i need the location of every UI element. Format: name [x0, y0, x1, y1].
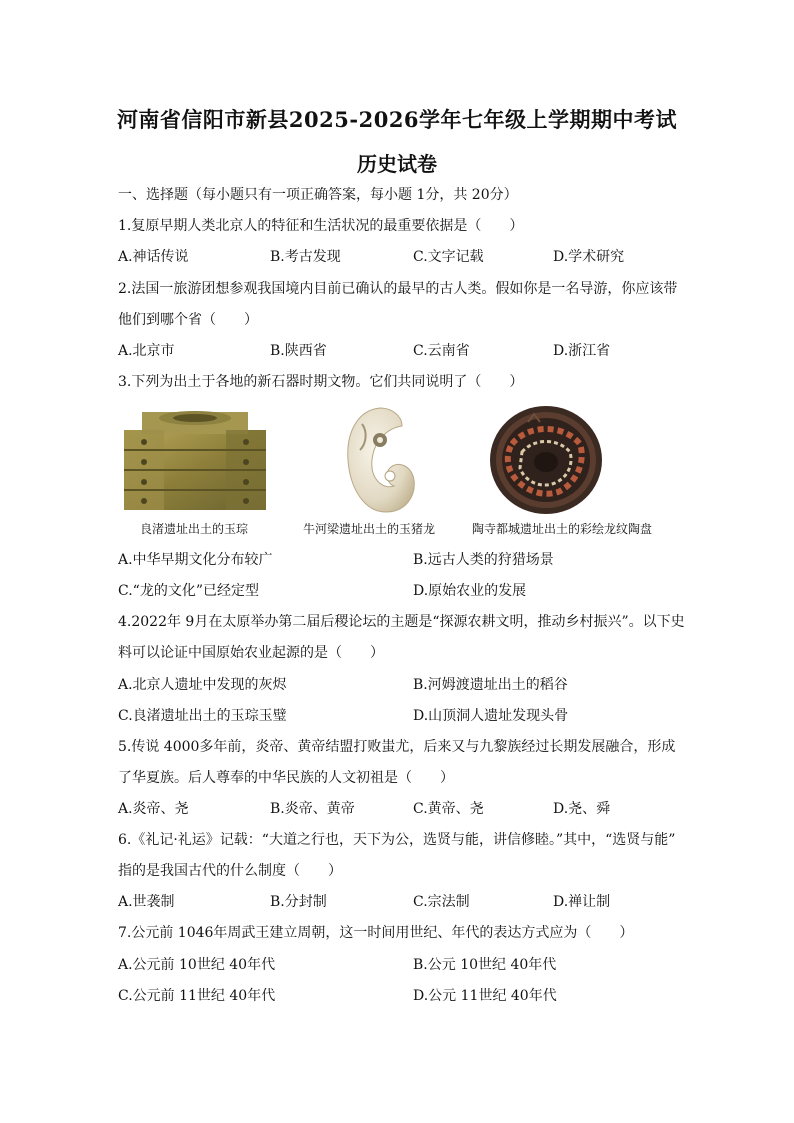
q1-option-d: D.学术研究	[553, 249, 625, 265]
section-heading: 一、选择题（每小题只有一项正确答案，每小题 1分，共 20分）	[118, 187, 518, 203]
q7-option-a: A.公元前 10世纪 40年代	[118, 957, 276, 973]
q5-option-c: C.黄帝、尧	[413, 801, 484, 817]
question-2-stem-line2: 他们到哪个省（ ）	[118, 312, 258, 328]
q2-option-a: A.北京市	[118, 343, 175, 359]
q6-option-a: A.世袭制	[118, 894, 175, 910]
question-4-stem-line2: 料可以论证中国原始农业起源的是（ ）	[118, 645, 384, 661]
q3-option-c: C.“龙的文化”已经定型	[118, 583, 259, 599]
q4-option-a: A.北京人遗址中发现的灰烬	[118, 677, 287, 693]
q7-option-b: B.公元 10世纪 40年代	[413, 957, 557, 973]
q6-option-d: D.禅让制	[553, 894, 611, 910]
q5-option-a: A.炎帝、尧	[118, 801, 189, 817]
exam-title: 河南省信阳市新县2025-2026学年七年级上学期期中考试	[116, 107, 678, 132]
q1-option-a: A.神话传说	[118, 249, 189, 265]
question-4-stem-line1: 4.2022年 9月在太原举办第二届后稷论坛的主题是“探源农耕文明，推动乡村振兴”。以下史	[118, 614, 685, 630]
q6-option-b: B.分封制	[270, 894, 327, 910]
question-6-stem-line1: 6.《礼记·礼运》记载：“大道之行也，天下为公，选贤与能，讲信修睦。”其中，“选贤与能”	[118, 832, 676, 848]
question-5-stem-line1: 5.传说 4000多年前，炎帝、黄帝结盟打败蚩尤，后来又与九黎族经过长期发展融合，形成	[118, 739, 676, 755]
question-6-stem-line2: 指的是我国古代的什么制度（ ）	[118, 863, 342, 879]
q4-option-b: B.河姆渡遗址出土的稻谷	[413, 677, 568, 693]
question-1-stem: 1.复原早期人类北京人的特征和生活状况的最重要依据是（ ）	[118, 218, 524, 234]
q6-option-c: C.宗法制	[413, 894, 470, 910]
q4-option-c: C.良渚遗址出土的玉琮玉璧	[118, 708, 287, 724]
q1-option-b: B.考古发现	[270, 249, 341, 265]
q2-option-c: C.云南省	[413, 343, 470, 359]
q1-option-c: C.文字记载	[413, 249, 484, 265]
caption-jade-pig-dragon: 牛河梁遗址出土的玉猪龙	[303, 522, 436, 536]
painted-dragon-plate-image	[488, 404, 604, 516]
q2-option-b: B.陕西省	[270, 343, 327, 359]
caption-painted-plate: 陶寺都城遗址出土的彩绘龙纹陶盘	[472, 522, 653, 536]
caption-jade-cong: 良渚遗址出土的玉琮	[140, 522, 249, 536]
q4-option-d: D.山顶洞人遗址发现头骨	[413, 708, 569, 724]
jade-cong-image	[120, 404, 270, 516]
question-5-stem-line2: 了华夏族。后人尊奉的中华民族的人文初祖是（ ）	[118, 770, 454, 786]
q5-option-d: D.尧、舜	[553, 801, 611, 817]
question-3-stem: 3.下列为出土于各地的新石器时期文物。它们共同说明了（ ）	[118, 374, 524, 390]
q2-option-d: D.浙江省	[553, 343, 611, 359]
q5-option-b: B.炎帝、黄帝	[270, 801, 355, 817]
exam-subtitle: 历史试卷	[357, 152, 437, 176]
jade-pig-dragon-image	[340, 404, 420, 516]
q7-option-d: D.公元 11世纪 40年代	[413, 988, 557, 1004]
q3-option-d: D.原始农业的发展	[413, 583, 527, 599]
question-2-stem-line1: 2.法国一旅游团想参观我国境内目前已确认的最早的古人类。假如你是一名导游，你应该带	[118, 281, 678, 297]
q3-option-b: B.远古人类的狩猎场景	[413, 552, 554, 568]
question-7-stem: 7.公元前 1046年周武王建立周朝，这一时间用世纪、年代的表达方式应为（ ）	[118, 925, 634, 941]
q7-option-c: C.公元前 11世纪 40年代	[118, 988, 276, 1004]
q3-option-a: A.中华早期文化分布较广	[118, 552, 273, 568]
